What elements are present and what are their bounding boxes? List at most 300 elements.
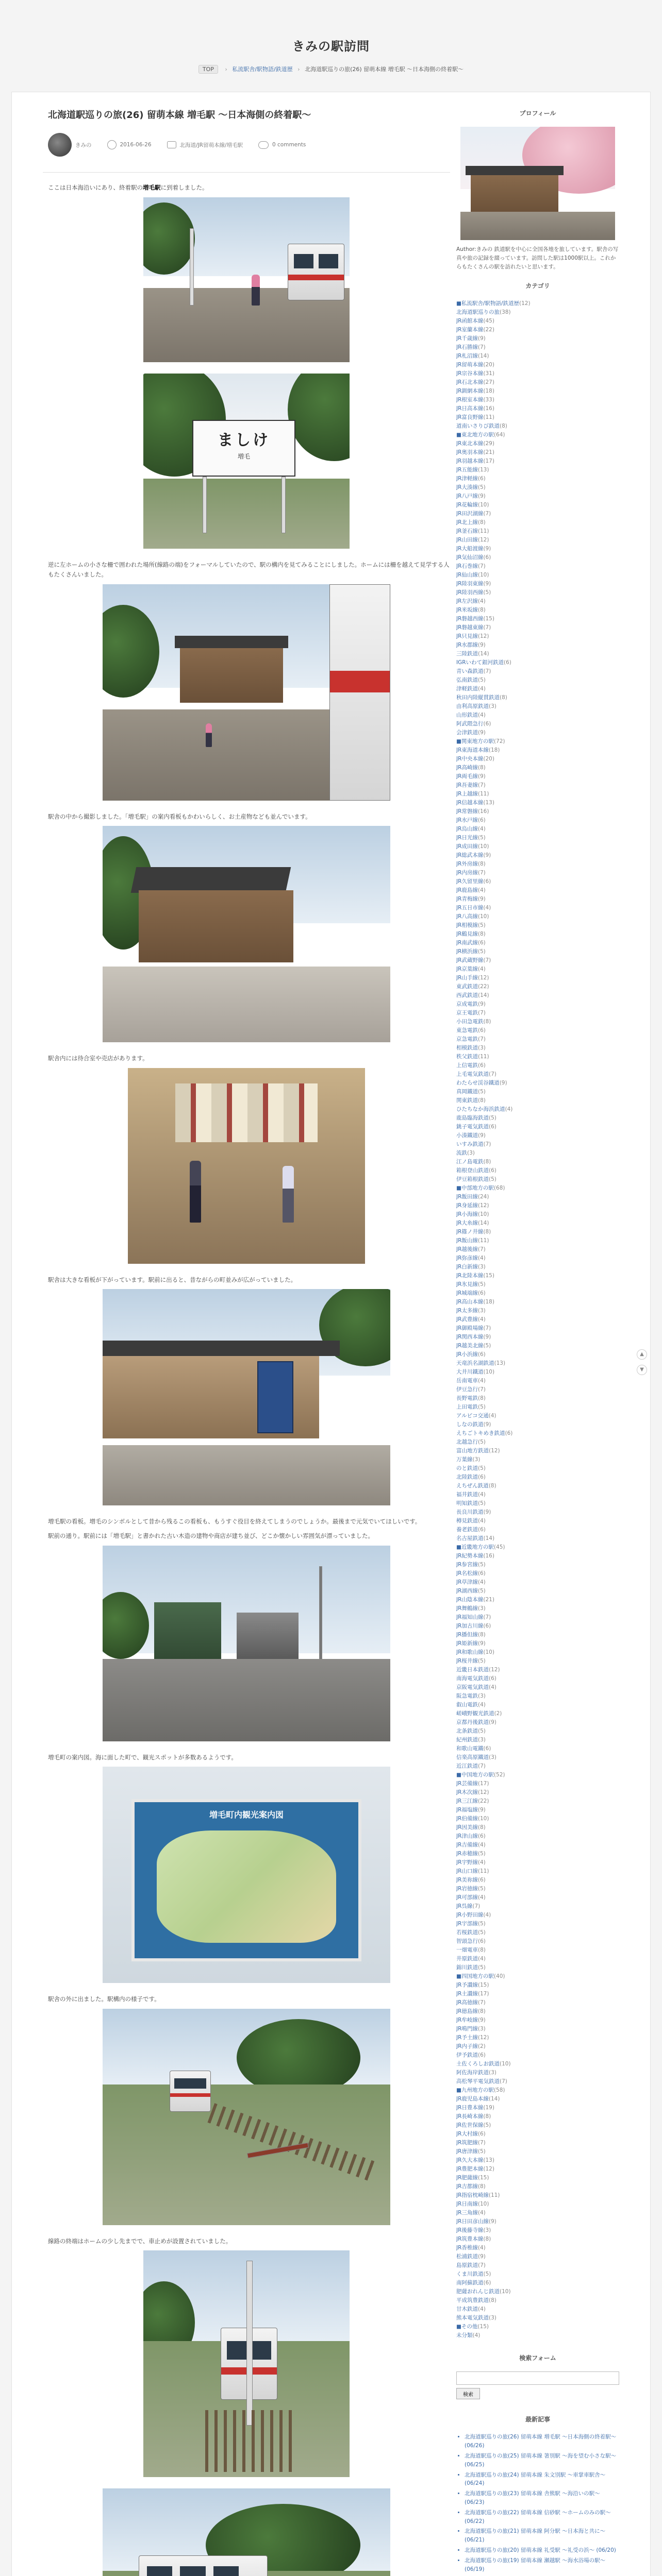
category-name[interactable]: JR宗谷本線 [456,370,484,377]
category-name[interactable]: 紀州鉄道 [456,1737,478,1743]
category-item[interactable] [456,1245,619,1254]
category-item[interactable] [456,1009,619,1018]
category-name[interactable]: JR大湊線 [456,484,478,491]
category-item[interactable] [456,1394,619,1403]
category-item[interactable] [456,1482,619,1490]
category-name[interactable]: ■東北地方の駅 [456,432,494,438]
category-name[interactable]: JR筑肥線 [456,2140,478,2146]
category-name[interactable]: ■その他 [456,2324,478,2330]
category-item[interactable] [456,2016,619,2025]
category-name[interactable]: JR因美線 [456,1824,478,1831]
category-name[interactable]: JR白新線 [456,1264,478,1270]
category-item[interactable] [456,352,619,361]
category-name[interactable]: 上毛電気鉄道 [456,1071,489,1078]
category-name[interactable]: JR宇野線 [456,1859,478,1866]
category-item[interactable] [456,641,619,650]
category-name[interactable]: JR津軽線 [456,476,478,482]
category-name[interactable]: JR和歌山線 [456,1649,484,1656]
category-name[interactable]: JR富良野線 [456,414,484,421]
photo-town-map[interactable] [103,1767,390,1983]
category-name[interactable]: JR土讃線 [456,1991,478,1997]
category-name[interactable]: JR北上線 [456,519,478,526]
category-name[interactable]: JR名松線 [456,1570,478,1577]
category-name[interactable]: JR後藤寺線 [456,2227,484,2234]
category-name[interactable]: 真岡鐵道 [456,1089,478,1095]
category-name[interactable]: JR予讃線 [456,1982,478,1989]
category-item[interactable] [456,1998,619,2007]
category-item[interactable] [456,1140,619,1149]
category-name[interactable]: JR牟岐線 [456,2017,478,2024]
category-item[interactable] [456,1718,619,1727]
category-item[interactable] [456,1377,619,1385]
category-item[interactable] [456,1219,619,1228]
category-name[interactable]: JR水郡線 [456,642,478,649]
category-item[interactable] [456,1683,619,1692]
category-item[interactable] [456,825,619,834]
category-item[interactable] [456,597,619,606]
category-item[interactable] [456,2165,619,2174]
category-item[interactable] [456,860,619,869]
category-item[interactable] [456,1727,619,1736]
category-item[interactable] [456,510,619,518]
category-name[interactable]: JR田沢湖線 [456,511,484,517]
category-name[interactable]: 関東鉄道 [456,1097,478,1104]
category-name[interactable]: JR留萌本線 [456,362,484,368]
breadcrumb-category[interactable]: 私流駅舎/駅物語/鉄道歴 [232,66,293,73]
category-item[interactable] [456,939,619,947]
category-name[interactable]: JR北陸本線 [456,1273,484,1279]
category-name[interactable]: 松浦鉄道 [456,2253,478,2260]
category-item[interactable] [456,1736,619,1744]
category-name[interactable]: JR身延線 [456,1202,478,1209]
category-name[interactable]: JR大糸線 [456,1220,478,1227]
category-item[interactable] [456,1403,619,1412]
category-name[interactable]: いすみ鉄道 [456,1141,484,1148]
category-item[interactable] [456,1053,619,1061]
category-name[interactable]: JR陸羽東線 [456,581,484,587]
category-name[interactable]: 樽見鉄道 [456,1518,478,1524]
category-name[interactable]: 弘南鉄道 [456,677,478,684]
category-name[interactable]: 叡山電鉄 [456,1702,478,1708]
category-item[interactable] [456,1823,619,1832]
breadcrumb-home[interactable]: TOP [198,65,218,74]
category-item[interactable] [456,1490,619,1499]
category-item[interactable] [456,1841,619,1850]
category-name[interactable]: JR奥羽本線 [456,449,484,456]
category-name[interactable]: 岳南電車 [456,1378,478,1384]
category-item[interactable] [456,1534,619,1543]
category-name[interactable]: 未分類 [456,2332,473,2339]
category-name[interactable]: 天竜浜名湖鉄道 [456,1360,494,1367]
category-item[interactable] [456,2121,619,2130]
category-name[interactable]: JR飯山線 [456,1238,478,1244]
category-name[interactable]: JR城端線 [456,1290,478,1297]
category-name[interactable]: JR函館本線 [456,318,484,325]
category-item[interactable] [456,1648,619,1657]
category-item[interactable] [456,974,619,982]
category-item[interactable] [456,886,619,895]
category-name[interactable]: JR武蔵野線 [456,957,484,964]
category-name[interactable]: 津軽鉄道 [456,686,478,692]
category-item[interactable] [456,1079,619,1088]
category-name[interactable]: 智頭急行 [456,1938,478,1945]
category-item[interactable] [456,711,619,720]
category-name[interactable]: JR久大本線 [456,2157,484,2164]
category-item[interactable] [456,2331,619,2340]
category-name[interactable]: JR大船渡線 [456,546,484,552]
category-item[interactable] [456,553,619,562]
category-name[interactable]: JR磐越東線 [456,624,484,631]
category-item[interactable] [456,1307,619,1315]
photo-station-front[interactable] [103,826,390,1042]
category-item[interactable] [456,1350,619,1359]
category-item[interactable] [456,965,619,974]
category-name[interactable]: JR紀勢本線 [456,1553,484,1560]
category-name[interactable]: JR札沼線 [456,353,478,360]
category-item[interactable] [456,536,619,545]
category-item[interactable] [456,1963,619,1972]
category-name[interactable]: JR津山線 [456,1833,478,1840]
category-name[interactable]: 鹿島臨海鉄道 [456,1115,489,1122]
category-item[interactable] [456,1035,619,1044]
category-item[interactable] [456,448,619,457]
category-item[interactable] [456,2156,619,2165]
category-item[interactable] [456,1613,619,1622]
category-name[interactable]: 銚子電気鉄道 [456,1124,489,1130]
category-item[interactable] [456,2042,619,2051]
category-item[interactable] [456,982,619,991]
category-name[interactable]: JR豊肥本線 [456,2166,484,2173]
category-item[interactable] [456,1315,619,1324]
category-name[interactable]: 京王電鉄 [456,1010,478,1016]
category-name[interactable]: JR鹿島線 [456,887,478,894]
category-name[interactable]: JR肥薩線 [456,2175,478,2181]
scroll-down-button[interactable]: ▼ [637,1365,647,1375]
category-item[interactable] [456,606,619,615]
category-item[interactable] [456,1937,619,1946]
photo-station-sign[interactable] [143,374,350,549]
category-item[interactable] [456,1236,619,1245]
category-name[interactable]: 伊予鉄道 [456,2052,478,2059]
category-name[interactable]: JR釧網本線 [456,388,484,395]
category-name[interactable]: JR赤穂線 [456,1851,478,1857]
category-item[interactable] [456,1639,619,1648]
category-name[interactable]: JR外房線 [456,861,478,868]
category-name[interactable]: JR指宿枕崎線 [456,2192,489,2199]
category-name[interactable]: 一畑電車 [456,1947,478,1954]
category-name[interactable]: JR仙山線 [456,572,478,579]
category-name[interactable]: 京阪電気鉄道 [456,1684,489,1691]
photo-train-side[interactable] [103,2488,390,2576]
category-name[interactable]: JR八戸線 [456,493,478,500]
category-item[interactable] [456,483,619,492]
category-name[interactable]: JR上越線 [456,791,478,798]
category-item[interactable] [456,1438,619,1447]
category-item[interactable] [456,2182,619,2191]
site-title[interactable]: きみの駅訪問 [292,39,370,54]
category-item[interactable] [456,387,619,396]
category-name[interactable]: JR青梅線 [456,896,478,903]
category-item[interactable] [456,2060,619,2069]
category-name[interactable]: 嵯峨野観光鉄道 [456,1710,494,1717]
category-name[interactable]: JR烏山線 [456,826,478,833]
category-item[interactable] [456,1552,619,1561]
category-item[interactable] [456,1018,619,1026]
category-item[interactable] [456,2112,619,2121]
category-item[interactable] [456,1526,619,1534]
category-item[interactable] [456,895,619,904]
category-name[interactable]: JR石北本線 [456,379,484,386]
category-name[interactable]: 南海電気鉄道 [456,1675,489,1682]
category-name[interactable]: のと鉄道 [456,1465,478,1472]
category-item[interactable] [456,588,619,597]
category-item[interactable] [456,1166,619,1175]
meta-category[interactable] [167,141,243,149]
category-item[interactable] [456,404,619,413]
category-name[interactable]: JR山口線 [456,1868,478,1875]
category-name[interactable]: JR小浜線 [456,1351,478,1358]
category-item[interactable] [456,1061,619,1070]
category-name[interactable]: 島原鉄道 [456,2262,478,2269]
category-name[interactable]: JR姫新線 [456,1640,478,1647]
category-name[interactable]: JR呉線 [456,1903,473,1910]
category-item[interactable] [456,667,619,676]
category-item[interactable] [456,2200,619,2209]
category-item[interactable] [456,1762,619,1771]
category-name[interactable]: JR武豊線 [456,1316,478,1323]
category-name[interactable]: 近江鉄道 [456,1763,478,1770]
category-item[interactable] [456,2174,619,2182]
category-item[interactable] [456,1955,619,1963]
category-item[interactable] [456,1858,619,1867]
category-item[interactable] [456,1499,619,1508]
category-item[interactable] [456,772,619,781]
category-name[interactable]: JR鹿児島本線 [456,2096,489,2103]
category-item[interactable] [456,317,619,326]
category-item[interactable] [456,1744,619,1753]
author-name[interactable]: きみの [75,142,92,148]
category-item[interactable] [456,1385,619,1394]
meta-author[interactable] [48,133,92,157]
category-name[interactable]: 明知鉄道 [456,1500,478,1507]
category-item[interactable] [456,413,619,422]
category-item[interactable] [456,1674,619,1683]
category-item[interactable] [456,378,619,387]
category-item[interactable] [456,2279,619,2287]
category-item[interactable] [456,2287,619,2296]
category-name[interactable]: JR東海道本線 [456,747,489,754]
category-name[interactable]: JR伯備線 [456,1816,478,1822]
category-item[interactable] [456,2209,619,2217]
category-item[interactable] [456,1832,619,1841]
category-name[interactable]: JR羽越本線 [456,458,484,465]
category-name[interactable]: 井原鉄道 [456,1956,478,1962]
category-item[interactable] [456,422,619,431]
comment-count[interactable]: 0 comments [272,142,306,148]
category-name[interactable]: JR吉都線 [456,2183,478,2190]
category-name[interactable]: JR舞鶴線 [456,1605,478,1612]
category-name[interactable]: 伊豆箱根鉄道 [456,1176,489,1183]
category-name[interactable]: JR福塩線 [456,1807,478,1814]
category-item[interactable] [456,746,619,755]
photo-platform-train[interactable] [143,197,350,362]
recent-post-link[interactable]: • 北海道駅巡りの旅(23) 留萌本線 舎熊駅 〜海沿いの駅〜 (06/23) [465,2489,619,2507]
category-item[interactable] [456,693,619,702]
category-name[interactable]: 東武鉄道 [456,984,478,990]
category-name[interactable]: 長野電鉄 [456,1395,478,1402]
category-name[interactable]: JR山手線 [456,975,478,981]
category-item[interactable] [456,1517,619,1526]
category-item[interactable] [456,1263,619,1272]
category-item[interactable] [456,1753,619,1762]
category-item[interactable] [456,1123,619,1131]
category-name[interactable]: ■関東地方の駅 [456,738,494,745]
category-name[interactable]: 道南いさりび鉄道 [456,423,500,430]
category-item[interactable] [456,1709,619,1718]
category-item[interactable] [456,1447,619,1455]
category-item[interactable] [456,1902,619,1911]
category-name[interactable]: 京成電鉄 [456,1001,478,1008]
category-name[interactable]: 阿武隈急行 [456,721,484,727]
category-name[interactable]: JR木次線 [456,1789,478,1796]
category-name[interactable]: 由利高原鉄道 [456,703,489,710]
category-item[interactable] [456,527,619,536]
category-name[interactable]: 京急電鉄 [456,1036,478,1043]
category-item[interactable] [456,1455,619,1464]
category-item[interactable] [456,799,619,807]
category-item[interactable] [456,2095,619,2104]
category-name[interactable]: JR高山本線 [456,1299,484,1306]
category-item[interactable] [456,702,619,711]
category-item[interactable] [456,2235,619,2244]
category-item[interactable] [456,474,619,483]
category-item[interactable] [456,1946,619,1955]
category-name[interactable]: JR高崎線 [456,765,478,771]
category-item[interactable] [456,1184,619,1193]
category-name[interactable]: JR弥彦線 [456,1255,478,1262]
category-item[interactable] [456,1131,619,1140]
category-name[interactable]: 土佐くろしお鉄道 [456,2061,500,2067]
category-item[interactable] [456,877,619,886]
category-item[interactable] [456,1044,619,1053]
category-item[interactable] [456,2323,619,2331]
category-name[interactable]: ■中部地方の駅 [456,1185,494,1192]
category-name[interactable]: えちぜん鉄道 [456,1483,489,1489]
category-item[interactable] [456,1158,619,1166]
category-name[interactable]: JR小野田線 [456,1912,484,1919]
category-item[interactable] [456,1280,619,1289]
category-name[interactable]: JR京葉線 [456,966,478,973]
photo-track-end[interactable] [103,2009,390,2225]
category-name[interactable]: JR内房線 [456,870,478,876]
category-item[interactable] [456,571,619,580]
category-name[interactable]: 養老鉄道 [456,1527,478,1533]
category-name[interactable]: JR陸羽西線 [456,589,484,596]
category-name[interactable]: JR磐越西線 [456,616,484,622]
category-name[interactable]: 和歌山電鐵 [456,1745,484,1752]
category-name[interactable]: 北条鉄道 [456,1728,478,1735]
category-name[interactable]: 西武鉄道 [456,992,478,999]
category-name[interactable]: JR東北本線 [456,440,484,447]
recent-post-link[interactable]: • 北海道駅巡りの旅(24) 留萌本線 朱文別駅 〜車掌車駅舎〜 (06/24) [465,2471,619,2488]
category-name[interactable]: くま川鉄道 [456,2271,484,2278]
category-name[interactable]: JR福知山線 [456,1614,484,1621]
category-item[interactable] [456,1797,619,1806]
category-item[interactable] [456,1359,619,1368]
search-input[interactable] [456,2371,619,2385]
category-name[interactable]: JR佐世保線 [456,2122,484,2129]
category-item[interactable] [456,1850,619,1858]
category-item[interactable] [456,1193,619,1201]
recent-post-link[interactable]: • 北海道駅巡りの旅(26) 留萌本線 増毛駅 〜日本海側の終着駅〜 (06/26) [465,2433,619,2450]
category-name[interactable]: JR長崎本線 [456,2113,484,2120]
category-name[interactable]: 名古屋鉄道 [456,1535,484,1542]
category-item[interactable] [456,396,619,404]
category-name[interactable]: JR御殿場線 [456,1325,484,1332]
category-item[interactable] [456,650,619,658]
category-name[interactable]: 肥薩おれんじ鉄道 [456,2289,500,2295]
category-item[interactable] [456,1622,619,1631]
category-name[interactable]: 熊本電気鉄道 [456,2315,489,2321]
category-name[interactable]: 小湊鐵道 [456,1132,478,1139]
category-name[interactable]: 秋田内陸縦貫鉄道 [456,694,500,701]
category-name[interactable]: JR参宮線 [456,1562,478,1568]
post-category[interactable]: 北海道/JR留萌本線/増毛駅 [179,142,243,148]
category-name[interactable]: 高松琴平電気鉄道 [456,2078,500,2085]
category-name[interactable]: JR芸備線 [456,1781,478,1787]
category-item[interactable] [456,2130,619,2139]
category-name[interactable]: JR小海線 [456,1211,478,1218]
category-name[interactable]: 長良川鉄道 [456,1509,484,1516]
category-name[interactable]: JR山陰本線 [456,1597,484,1603]
category-item[interactable] [456,2069,619,2077]
category-item[interactable] [456,623,619,632]
category-item[interactable] [456,904,619,912]
category-name[interactable]: JR鶴見線 [456,931,478,938]
category-name[interactable]: JR徳島線 [456,2008,478,2015]
category-item[interactable] [456,1701,619,1709]
category-item[interactable] [456,2305,619,2314]
category-item[interactable] [456,431,619,439]
category-name[interactable]: JR太多線 [456,1308,478,1314]
category-item[interactable] [456,1604,619,1613]
category-item[interactable] [456,2217,619,2226]
category-name[interactable]: 上田電鉄 [456,1404,478,1411]
category-name[interactable]: ■四国地方の駅 [456,1973,494,1980]
category-item[interactable] [456,1298,619,1307]
category-name[interactable]: JR内子線 [456,2043,478,2050]
photo-waiting-room[interactable] [128,1068,365,1264]
category-name[interactable]: 北陸鉄道 [456,1474,478,1481]
category-name[interactable]: JR石巻線 [456,563,478,570]
category-name[interactable]: 阿佐海岸鉄道 [456,2070,489,2076]
category-item[interactable] [456,1420,619,1429]
category-item[interactable] [456,1806,619,1815]
category-item[interactable] [456,1867,619,1876]
category-name[interactable]: JR中央本線 [456,756,484,762]
category-name[interactable]: 三陸鉄道 [456,651,478,657]
category-name[interactable]: JR宇部線 [456,1921,478,1927]
category-name[interactable]: ■九州地方の駅 [456,2087,494,2094]
category-item[interactable] [456,1893,619,1902]
category-name[interactable]: JR左沢線 [456,598,478,605]
category-name[interactable]: 南阿蘇鉄道 [456,2280,484,2286]
category-item[interactable] [456,1543,619,1552]
recent-post-link[interactable]: • 北海道駅巡りの旅(20) 留萌本線 礼受駅 〜礼受の浜〜 (06/20) [465,2546,619,2555]
category-item[interactable] [456,501,619,510]
category-name[interactable]: 相模鉄道 [456,1045,478,1052]
category-name[interactable]: 富山地方鉄道 [456,1448,489,1454]
